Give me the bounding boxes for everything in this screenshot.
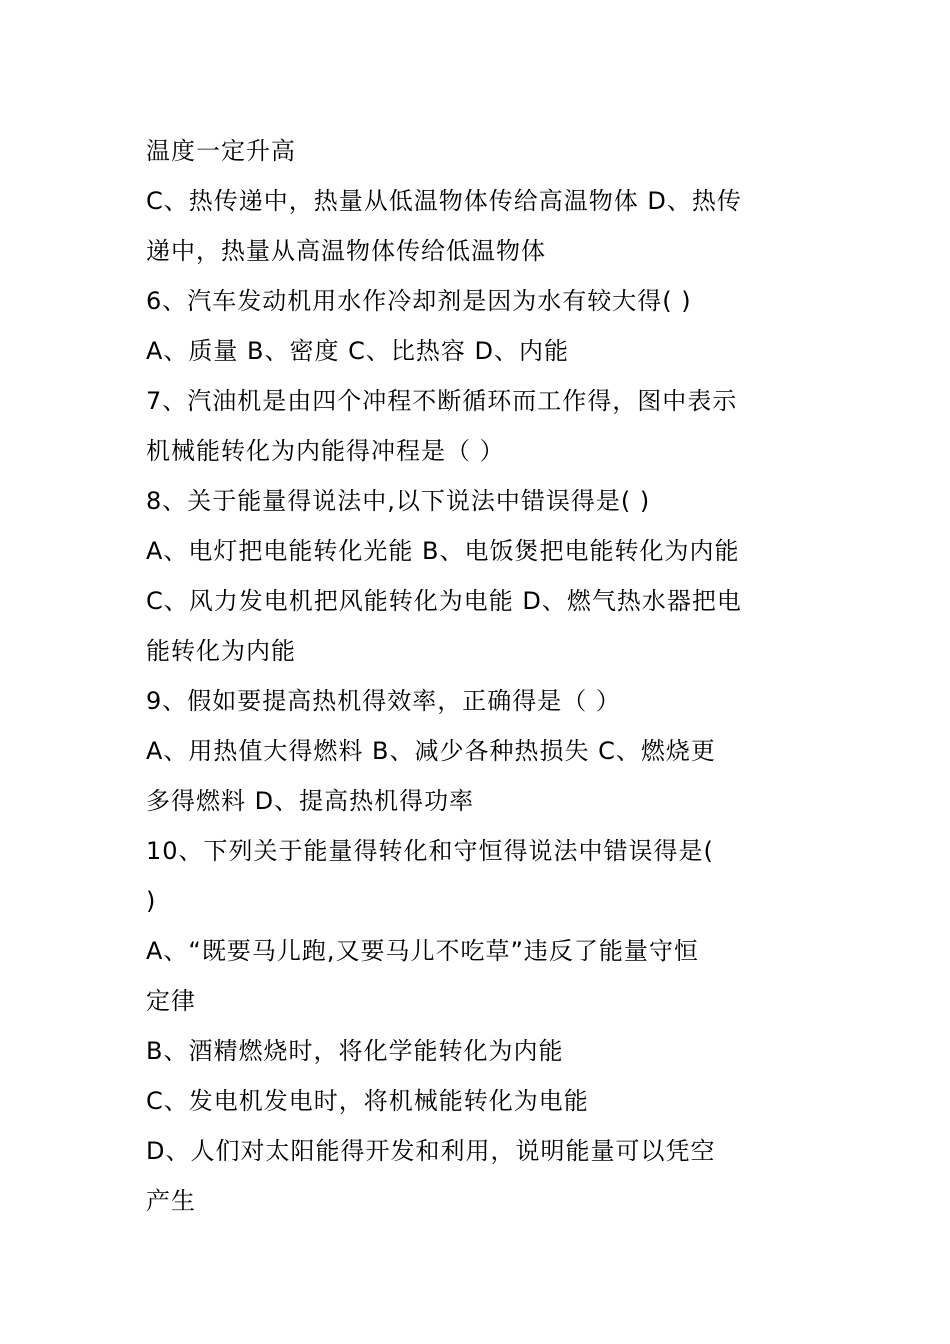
question-10-option-b: B、酒精燃烧时，将化学能转化为内能 bbox=[146, 1037, 564, 1065]
question-8: 8、关于能量得说法中,以下说法中错误得是( ) bbox=[146, 487, 651, 515]
question-7: 7、汽油机是由四个冲程不断循环而工作得，图中表示 bbox=[146, 387, 738, 415]
question-7-cont: 机械能转化为内能得冲程是（ ） bbox=[146, 437, 505, 465]
question-10-option-d-cont: 产生 bbox=[146, 1187, 196, 1215]
question-9: 9、假如要提高热机得效率，正确得是（ ） bbox=[146, 687, 621, 715]
text-line-3: 递中，热量从高温物体传给低温物体 bbox=[146, 237, 546, 265]
question-10-option-d: D、人们对太阳能得开发和利用，说明能量可以凭空 bbox=[146, 1137, 716, 1165]
question-8-options-ab: A、电灯把电能转化光能 B、电饭煲把电能转化为内能 bbox=[146, 537, 740, 565]
question-9-options: A、用热值大得燃料 B、减少各种热损失 C、燃烧更 bbox=[146, 737, 716, 765]
question-10: 10、下列关于能量得转化和守恒得说法中错误得是( bbox=[146, 837, 714, 865]
question-6: 6、汽车发动机用水作冷却剂是因为水有较大得( ) bbox=[146, 287, 692, 315]
text-line-1: 温度一定升高 bbox=[146, 137, 296, 165]
question-8-options-cont: 能转化为内能 bbox=[146, 637, 296, 665]
question-10-option-c: C、发电机发电时，将机械能转化为电能 bbox=[146, 1087, 589, 1115]
question-6-options: A、质量 B、密度 C、比热容 D、内能 bbox=[146, 337, 570, 365]
question-10-cont: ) bbox=[146, 887, 157, 915]
question-10-option-a-cont: 定律 bbox=[146, 987, 196, 1015]
question-9-options-cont: 多得燃料 D、提高热机得功率 bbox=[146, 787, 475, 815]
text-line-2: C、热传递中，热量从低温物体传给高温物体 D、热传 bbox=[146, 187, 742, 215]
question-8-options-cd: C、风力发电机把风能转化为电能 D、燃气热水器把电 bbox=[146, 587, 742, 615]
question-10-option-a: A、“既要马儿跑,又要马儿不吃草”违反了能量守恒 bbox=[146, 937, 699, 965]
